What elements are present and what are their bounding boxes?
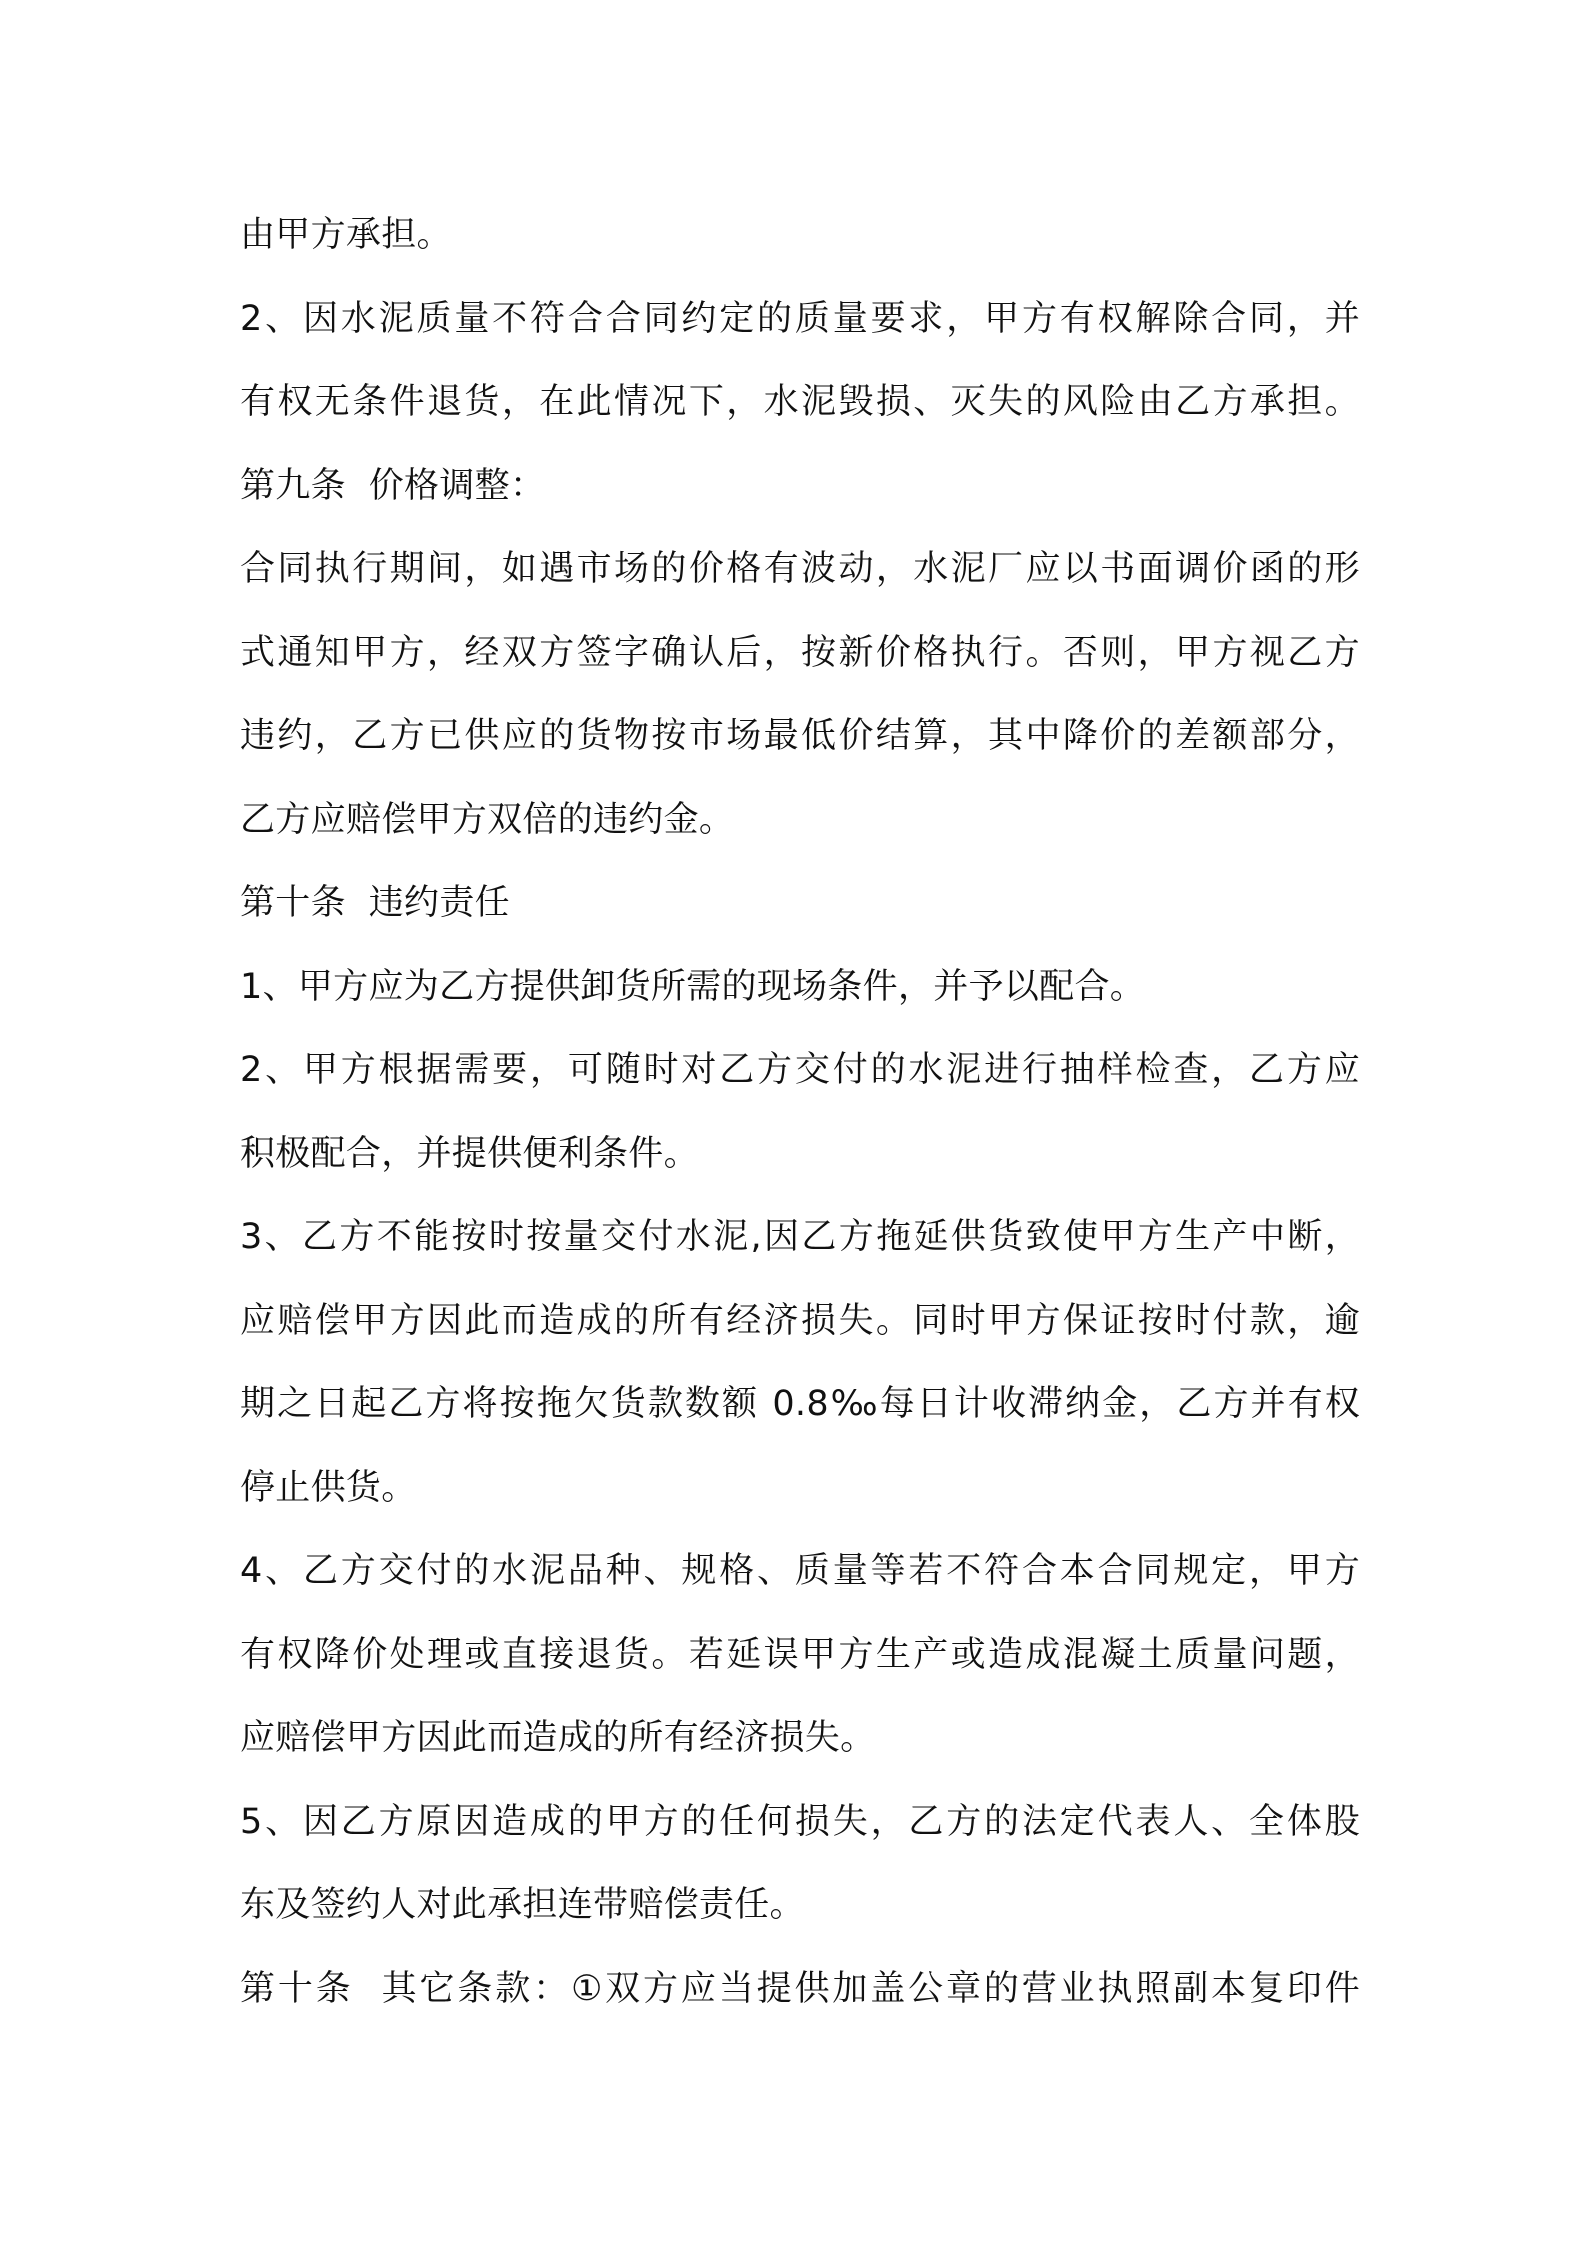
text-line: 乙方应赔偿甲方双倍的违约金。 <box>240 799 735 840</box>
text-line: 有权降价处理或直接退货。若延误甲方生产或造成混凝土质量问题， <box>240 1634 1360 1675</box>
text-line: 违约，乙方已供应的货物按市场最低价结算，其中降价的差额部分， <box>240 716 1360 756</box>
text-line: 4、乙方交付的水泥品种、规格、质量等若不符合本合同规定，甲方 <box>240 1551 1360 1591</box>
text-line: 式通知甲方，经双方签字确认后，按新价格执行。否则，甲方视乙方 <box>240 632 1360 673</box>
text-line: 3、乙方不能按时按量交付水泥,因乙方拖延供货致使甲方生产中断， <box>240 1217 1360 1257</box>
text-line: 1、甲方应为乙方提供卸货所需的现场条件，并予以配合。 <box>240 966 1146 1007</box>
text-line: 停止供货。 <box>240 1467 417 1508</box>
text-line: 有权无条件退货，在此情况下，水泥毁损、灭失的风险由乙方承担。 <box>240 382 1360 422</box>
text-line: 2、甲方根据需要，可随时对乙方交付的水泥进行抽样检查，乙方应 <box>240 1050 1360 1090</box>
section-heading-price-adjustment: 第九条 价格调整： <box>240 465 546 506</box>
text-line: 应赔偿甲方因此而造成的所有经济损失。 <box>240 1718 876 1758</box>
text-line: 5、因乙方原因造成的甲方的任何损失，乙方的法定代表人、全体股 <box>240 1801 1360 1842</box>
text-line: 东及签约人对此承担连带赔偿责任。 <box>240 1885 805 1925</box>
text-line: 积极配合，并提供便利条件。 <box>240 1133 699 1174</box>
section-heading-breach-liability: 第十条 违约责任 <box>240 883 510 923</box>
contract-text-body <box>240 194 1360 2031</box>
text-line: 期之日起乙方将按拖欠货款数额 0.8‰每日计收滞纳金，乙方并有权 <box>240 1384 1360 1424</box>
section-heading-other-terms: 第十条 其它条款：①双方应当提供加盖公章的营业执照副本复印件 <box>240 1968 1360 2009</box>
text-line: 应赔偿甲方因此而造成的所有经济损失。同时甲方保证按时付款，逾 <box>240 1300 1360 1341</box>
text-line: 合同执行期间，如遇市场的价格有波动，水泥厂应以书面调价函的形 <box>240 549 1360 589</box>
text-line: 2、因水泥质量不符合合同约定的质量要求，甲方有权解除合同，并 <box>240 298 1360 339</box>
text-line: 由甲方承担。 <box>240 215 452 255</box>
